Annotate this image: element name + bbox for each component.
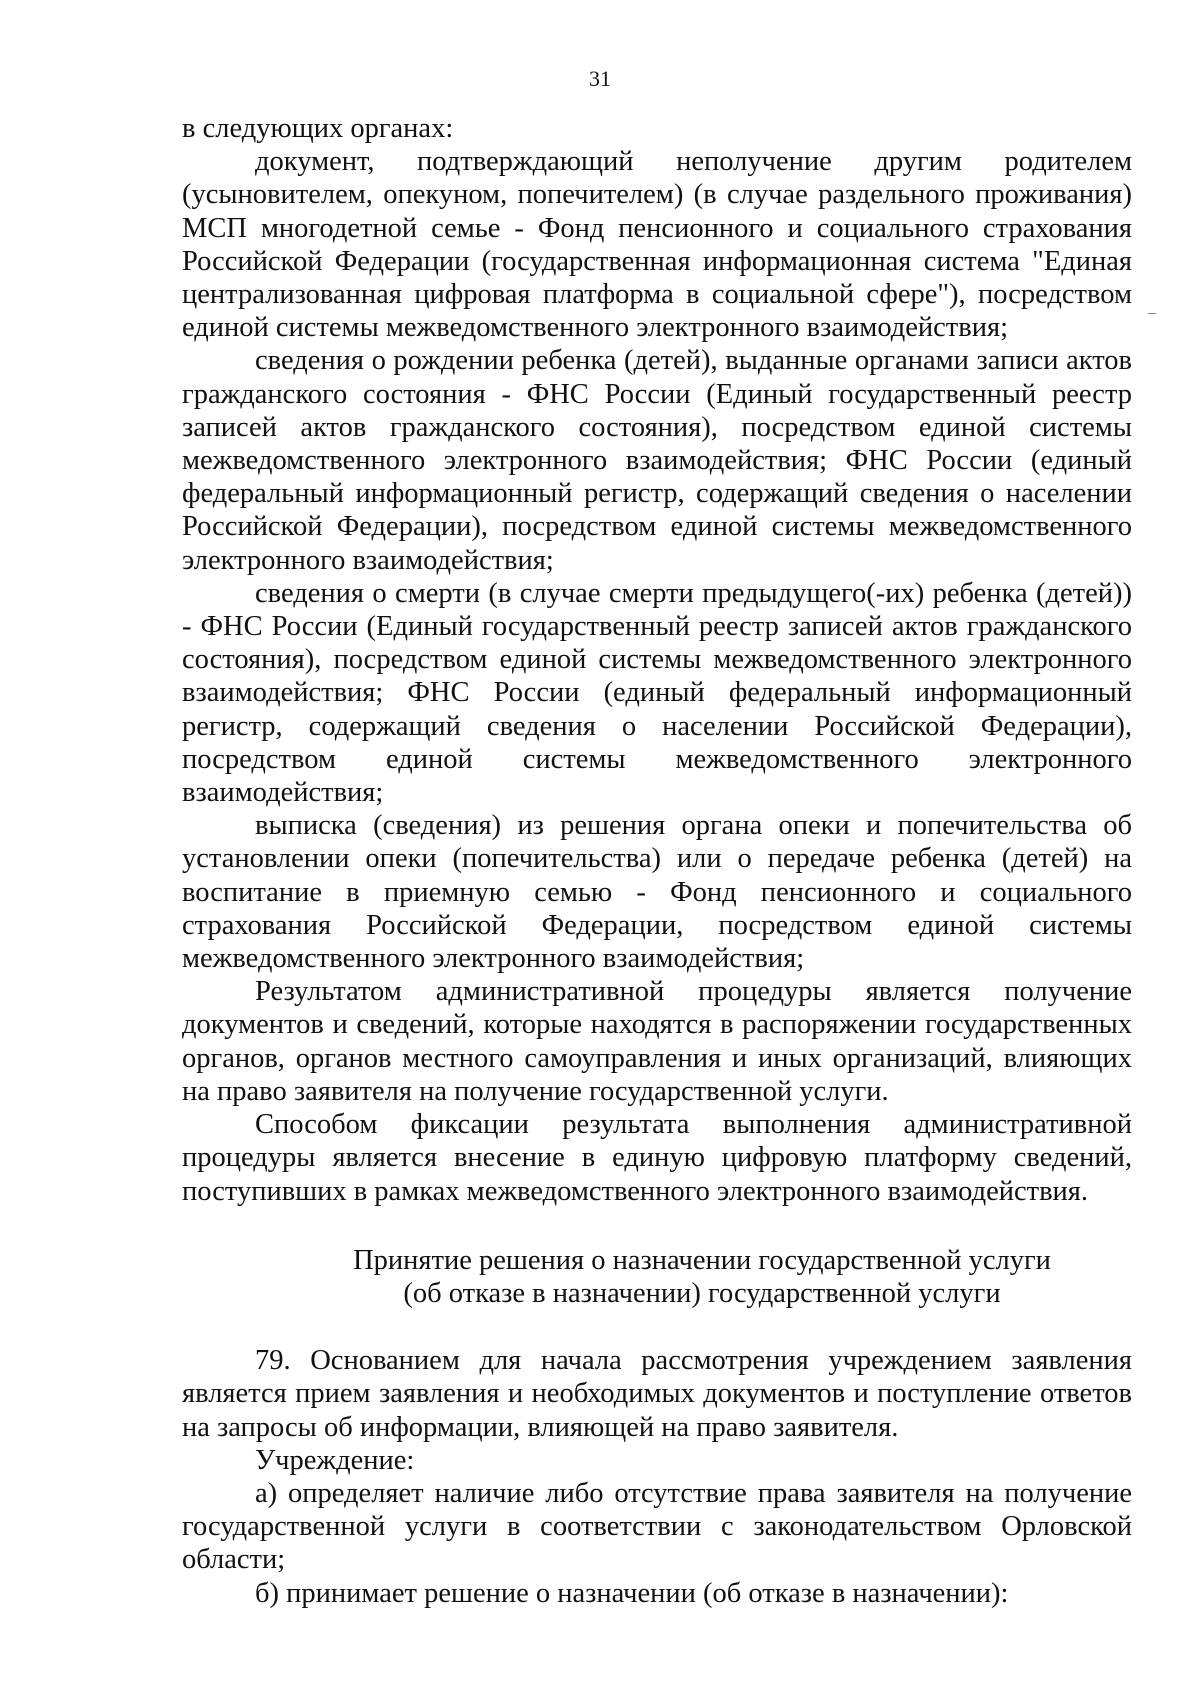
paragraph-death-info: сведения о смерти (в случае смерти предыдущего(-их) ребенка (детей)) - ФНС России (Единый государственный реестр записей актов гражданского состояния), посредством единой системы межведомственного электронного взаимодействия; ФНС России (единый федеральный информационный регистр, содержащий сведения о населении Российской Федерации), посредством единой системы межведомственного электронного взаимодействия; bbox=[182, 577, 1132, 809]
paragraph-guardianship-extract: выписка (сведения) из решения органа опеки и попечительства об установлении опеки (попечительства) или о передаче ребенка (детей) на воспитание в приемную семью - Фонд пенсионного и социального страхования Российской Федерации, посредством единой системы межведомственного электронного взаимодействия; bbox=[182, 810, 1132, 975]
paragraph-procedure-result: Результатом административной процедуры является получение документов и сведений, которые находятся в распоряжении государственных органов, органов местного самоуправления и иных организаций, влияющих на право заявителя на получение государственной услуги. bbox=[182, 976, 1132, 1107]
paragraph-item-b: б) принимает решение о назначении (об отказе в назначении): bbox=[255, 1577, 1009, 1609]
paragraph-birth-info: сведения о рождении ребенка (детей), выданные органами записи актов гражданского состояния - ФНС России (Единый государственный реестр записей актов гражданского состояния), посредством единой системы межведомственного электронного взаимодействия; ФНС России (единый федеральный информационный регистр, содержащий сведения о населении Российской Федерации), посредством единой системы межведомственного электронного взаимодействия; bbox=[182, 345, 1132, 576]
margin-mark bbox=[1148, 313, 1156, 314]
section-heading-line-2: (об отказе в назначении) государственной услуги bbox=[403, 1277, 1001, 1309]
paragraph-document-parent: документ, подтверждающий неполучение другим родителем (усыновителем, опекуном, попечителем) (в случае раздельного проживания) МСП многодетной семье - Фонд пенсионного и социального страхования Российской Федерации (государственная информационная система "Единая централизованная цифровая платформа в социальной сфере"), посредством единой системы межведомственного электронного взаимодействия; bbox=[182, 146, 1132, 344]
paragraph-fixation-method: Способом фиксации результата выполнения административной процедуры является внесение в единую цифровую платформу сведений, поступивших в рамках межведомственного электронного взаимодействия. bbox=[182, 1109, 1132, 1207]
paragraph-item-a: а) определяет наличие либо отсутствие права заявителя на получение государственной услуги в соответствии с законодательством Орловской области; bbox=[182, 1477, 1132, 1576]
section-heading bbox=[182, 1244, 1132, 1310]
page-number: 31 bbox=[589, 66, 611, 91]
section-heading-line-1: Принятие решения о назначении государственной услуги bbox=[353, 1244, 1051, 1276]
paragraph-intro: в следующих органах: bbox=[182, 113, 454, 144]
document-body bbox=[182, 112, 1132, 1610]
paragraph-institution: Учреждение: bbox=[255, 1444, 415, 1476]
paragraph-79: 79. Основанием для начала рассмотрения учреждением заявления является прием заявления и необходимых документов и поступление ответов на запросы об информации, влияющей на право заявителя. bbox=[182, 1345, 1132, 1443]
